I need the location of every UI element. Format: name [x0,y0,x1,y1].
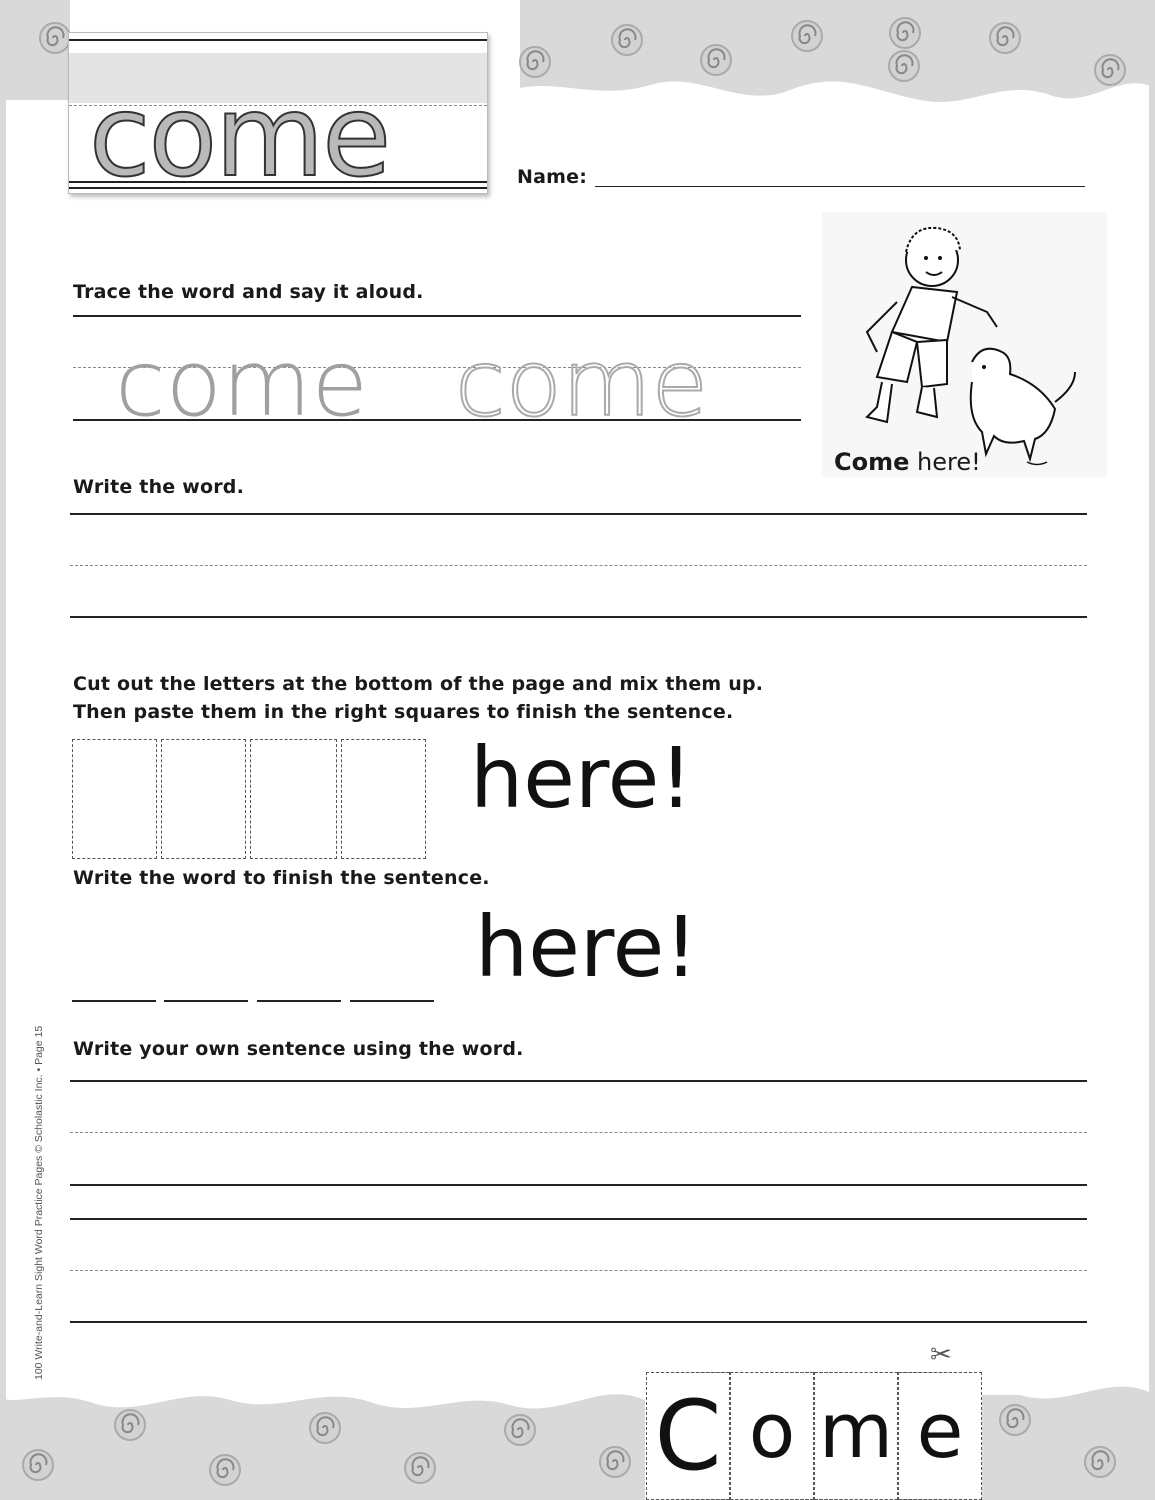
cut-sentence-end: here! [470,729,693,827]
own-mid-line-2[interactable] [70,1270,1087,1271]
finish-blank-2[interactable] [164,1000,248,1002]
cutout-letter-1[interactable] [646,1372,730,1500]
cutout-letter-4-text: e [916,1386,964,1475]
finish-instruction: Write the word to finish the sentence. [73,867,490,889]
finish-blank-4[interactable] [350,1000,434,1002]
illustration-caption [834,448,981,476]
cutout-letter-4[interactable] [898,1372,982,1500]
title-card [68,32,488,202]
paste-square-1[interactable] [72,739,157,859]
paste-square-4[interactable] [341,739,426,859]
finish-blank-1[interactable] [72,1000,156,1002]
own-instruction: Write your own sentence using the word. [73,1038,524,1060]
own-base-line-2[interactable] [70,1321,1087,1323]
trace-instruction: Trace the word and say it aloud. [73,281,424,303]
own-top-line-2[interactable] [70,1218,1087,1220]
trace-solid-word: come [115,330,369,437]
finish-blank-3[interactable] [257,1000,341,1002]
cutout-letter-3[interactable] [814,1372,898,1500]
paste-square-2[interactable] [161,739,246,859]
caption-rest: here! [909,448,981,476]
own-mid-line-1[interactable] [70,1132,1087,1133]
paste-square-3[interactable] [250,739,337,859]
write-base-line[interactable] [70,616,1087,618]
finish-sentence-end: here! [475,898,698,996]
write-mid-line[interactable] [70,565,1087,566]
cutout-letter-2[interactable] [730,1372,814,1500]
write-top-line[interactable] [70,513,1087,515]
cutout-letter-3-text: m [818,1386,894,1475]
trace-dotted-word[interactable]: come [455,330,709,437]
cut-instruction-line1: Cut out the letters at the bottom of the page and mix them up. [73,673,764,695]
title-word: come [89,72,390,202]
caption-bold: Come [834,448,910,476]
own-top-line-1[interactable] [70,1080,1087,1082]
cutout-letter-2-text: o [748,1386,796,1475]
boy-and-dog-illustration [822,212,1107,477]
name-label: Name: [517,166,588,188]
own-base-line-1[interactable] [70,1184,1087,1186]
name-input-line[interactable] [595,186,1085,187]
cutout-letter-1-text: C [654,1380,722,1492]
side-credit: 100 Write-and-Learn Sight Word Practice Pages © Scholastic Inc. • Page 15 [33,1025,45,1380]
scissors-icon: ✂ [930,1340,952,1370]
trace-top-line [73,315,801,317]
cut-instruction-line2: Then paste them in the right squares to finish the sentence. [73,701,734,723]
write-instruction: Write the word. [73,476,244,498]
